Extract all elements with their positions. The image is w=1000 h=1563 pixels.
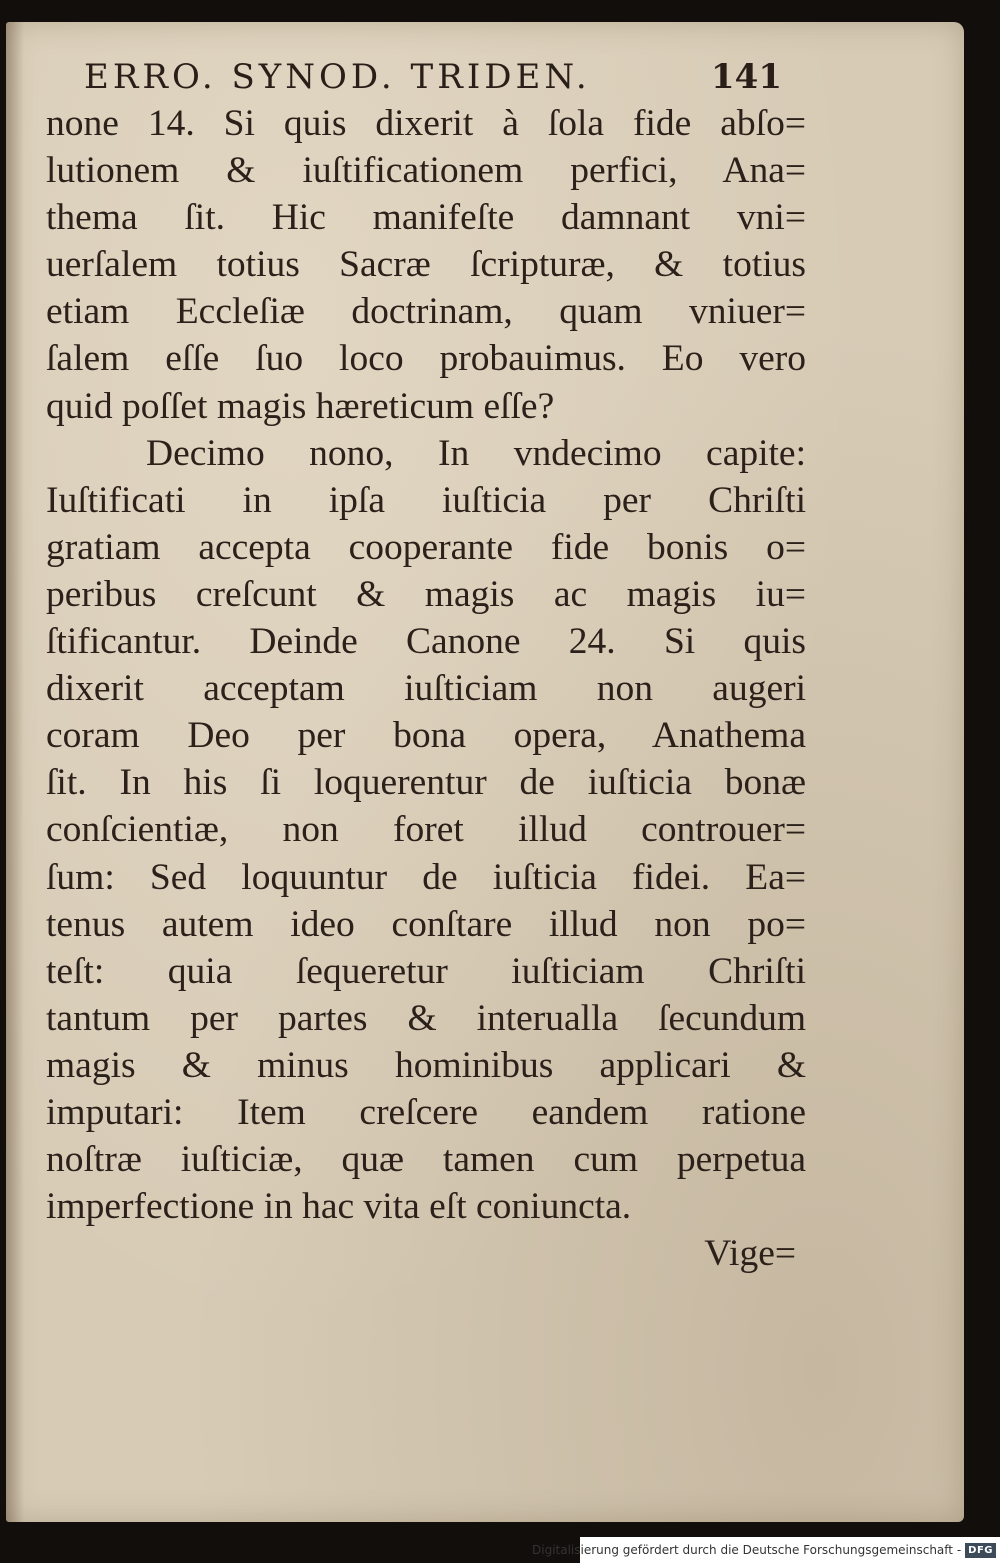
text-line: magis & minus hominibus applicari & [46, 1044, 806, 1086]
text-line: uerſalem totius Sacræ ſcripturæ, & totius [46, 244, 806, 286]
catchword: Vige= [704, 1233, 796, 1275]
text-line: ſtificantur. Deinde Canone 24. Si quis [46, 621, 806, 663]
text-line: tenus autem ideo conſtare illud non po= [46, 903, 806, 945]
text-line: ſalem eſſe ſuo loco probauimus. Eo vero [46, 338, 806, 380]
text-line: peribus creſcunt & magis ac magis iu= [46, 573, 806, 615]
text-line: dixerit acceptam iuſticiam non augeri [46, 668, 806, 710]
text-line: noſtræ iuſticiæ, quæ tamen cum perpetua [46, 1139, 806, 1181]
text-line: ſit. In his ſi loquerentur de iuſticia bonæ [46, 762, 806, 804]
page-number: 141 [711, 57, 782, 97]
text-line: tantum per partes & interualla ſecundum [46, 997, 806, 1039]
page-header [84, 54, 782, 100]
text-line: teſt: quia ſequeretur iuſticiam Chriſti [46, 950, 806, 992]
text-line: quid poſſet magis hæreticum eſſe? [46, 385, 555, 427]
text-line: lutionem & iuſtificationem perfici, Ana= [46, 150, 806, 192]
text-line: ſum: Sed loquuntur de iuſticia fidei. Ea= [46, 856, 806, 898]
dfg-logo: DFG [965, 1543, 996, 1558]
text-line: imperfectione in hac vita eſt coniuncta. [46, 1186, 632, 1228]
text-line: gratiam accepta cooperante fide bonis o= [46, 526, 806, 568]
body-text [46, 100, 806, 1277]
text-line: conſcientiæ, non foret illud controuer= [46, 809, 806, 851]
text-line: none 14. Si quis dixerit à ſola fide abſo= [46, 103, 806, 144]
text-line: Iuſtificati in ipſa iuſticia per Chriſti [46, 479, 806, 521]
text-line: coram Deo per bona opera, Anathema [46, 715, 806, 757]
credit-text: Digitalisierung gefördert durch die Deutsche Forschungsgemeinschaft - [532, 1543, 962, 1557]
text-line: Decimo nono, In vndecimo capite: [146, 432, 806, 474]
running-head: ERRO. SYNOD. TRIDEN. [84, 57, 591, 97]
text-line: etiam Eccleſiæ doctrinam, quam vniuer= [46, 291, 806, 333]
digitization-credit [532, 1537, 1000, 1563]
book-page [6, 22, 964, 1522]
text-line: thema ſit. Hic manifeſte damnant vni= [46, 197, 806, 239]
text-line: imputari: Item creſcere eandem ratione [46, 1091, 806, 1133]
